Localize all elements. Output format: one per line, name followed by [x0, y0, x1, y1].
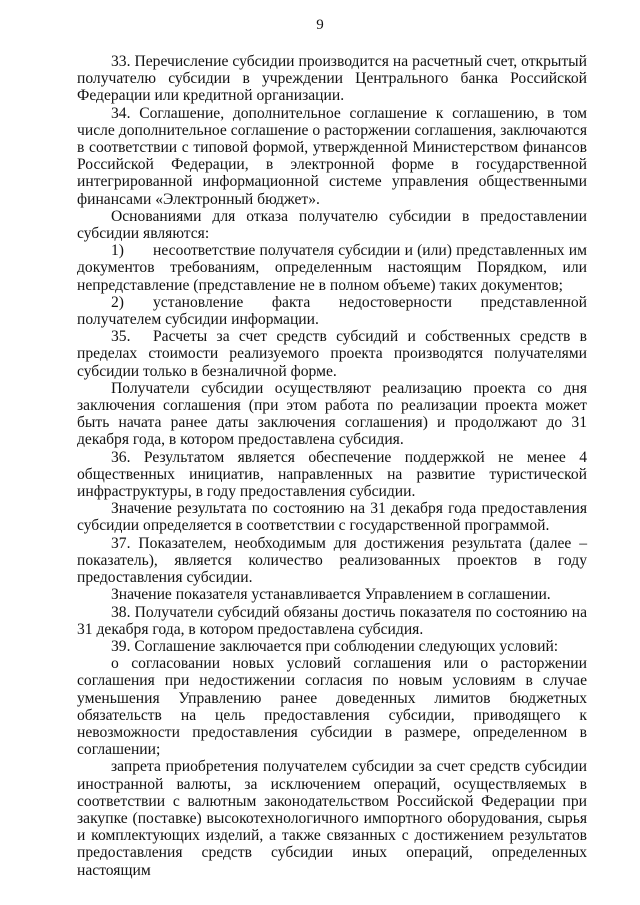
paragraph-35-number: 35. [111, 328, 131, 346]
paragraph-38: 38. Получатели субсидий обязаны достичь показателя по состоянию на 31 декабря года, в котором предоставлена субсидия. [77, 603, 587, 638]
paragraph-39: 39. Соглашение заключается при соблюдении следующих условий: [111, 637, 559, 655]
list-item-number: 1) [111, 242, 124, 260]
list-item [77, 242, 587, 294]
paragraph-condition-agreement: о согласовании новых условий соглашения или о расторжении соглашения при недостижении согласия по новым условиям в случае уменьшения Управлению ранее доведенных лимитов бюджетных обязательств на цель предоставления субсидии, приводящего к невозможности предоставления субсидии в размере, определенном в соглашении; [77, 655, 587, 759]
list-item [77, 294, 587, 328]
paragraph-37: 37. Показателем, необходимым для достижения результата (далее – показатель), является количество реализованных проектов в году предоставления субсидии. [77, 534, 587, 587]
paragraph-indicator-value: Значение показателя устанавливается Управлением в соглашении. [111, 586, 551, 604]
list-item-text: установление факта недостоверности представленной получателем субсидии информации. [77, 293, 587, 329]
paragraph-project-implementation: Получатели субсидии осуществляют реализацию проекта со дня заключения соглашения (при этом работа по реализации проекта может быть начата ранее даты заключения соглашения) и продолжают до 31 декабря года, в котором предоставлена субсидия. [77, 379, 587, 449]
paragraph-35 [77, 328, 587, 380]
paragraph-refusal-grounds: Основаниями для отказа получателю субсидии в предоставлении субсидии являются: [77, 207, 587, 243]
page-number: 9 [316, 17, 324, 33]
paragraph-33: 33. Перечисление субсидии производится на расчетный счет, открытый получателю субсидии в учреждении Центрального банка Российской Федерации или кредитной организации. [77, 53, 587, 105]
paragraph-34: 34. Соглашение, дополнительное соглашение к соглашению, в том числе дополнительное соглашение о расторжении соглашения, заключаются в соответствии с типовой формой, утвержденной Министерством финансов Российской Федерации, в электронной форме в государственной интегрированной информационной системе управления общественными финансами «Электронный бюджет». [77, 104, 587, 208]
paragraph-condition-currency: запрета приобретения получателем субсидии за счет средств субсидии иностранной валюты, за исключением операций, осуществляемых в соответствии с валютным законодательством Российской Федерации при закупке (поставке) высокотехнологичного импортного оборудования, сырья и комплектующих изделий, а также связанных с достижением результатов предоставления средств субсидии иных операций, определенных настоящим [77, 758, 587, 879]
list-item-number: 2) [111, 293, 124, 311]
paragraph-36: 36. Результатом является обеспечение поддержкой не менее 4 общественных инициатив, направленных на развитие туристической инфраструктуры, в году предоставления субсидии. [77, 448, 587, 501]
paragraph-result-value: Значение результата по состоянию на 31 декабря года предоставления субсидии определяется в соответствии с государственной программой. [77, 500, 587, 535]
document-body [77, 53, 587, 879]
list-item-text: несоответствие получателя субсидии и (или) представленных им документов требованиям, определенным настоящим Порядком, или непредставление (представление не в полном объеме) таких документов; [77, 242, 587, 294]
paragraph-35-text: Расчеты за счет средств субсидий и собственных средств в пределах стоимости реализуемого проекта производятся получателями субсидии только в безналичной форме. [77, 328, 587, 380]
